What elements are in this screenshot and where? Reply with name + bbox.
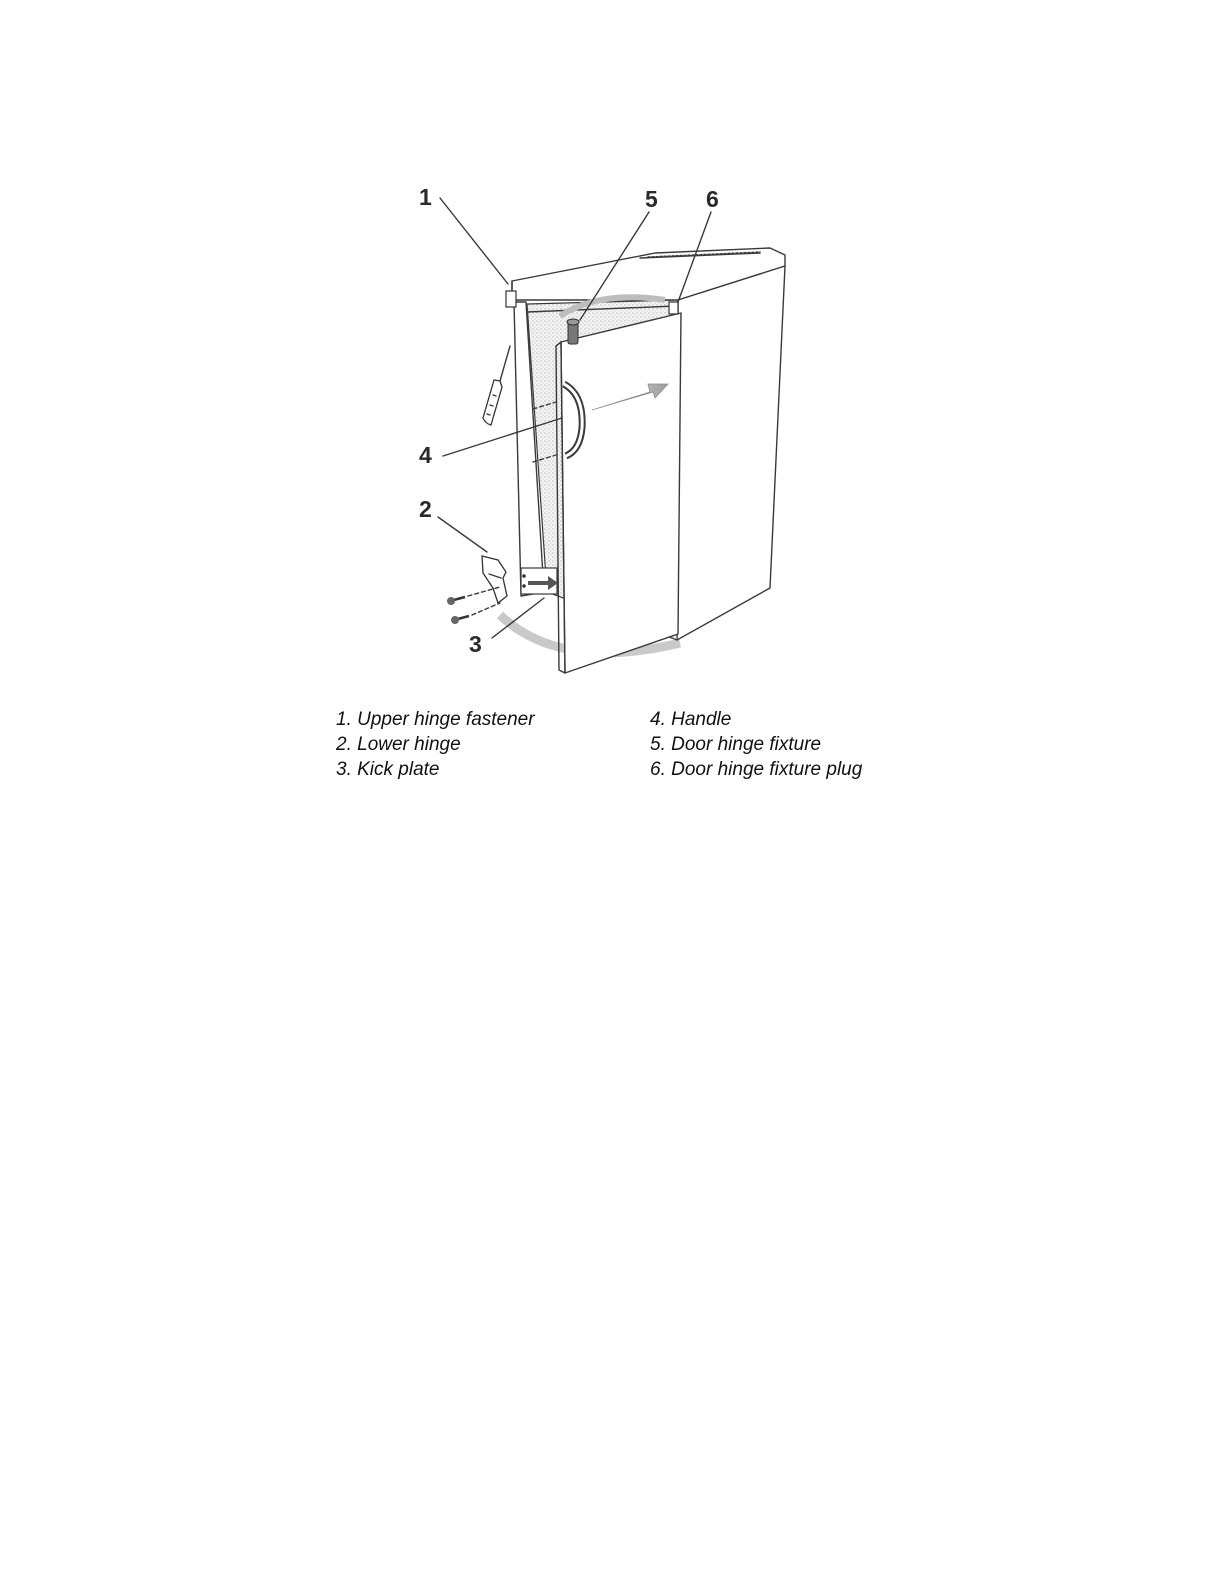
- legend-item-lower-hinge: 2. Lower hinge: [336, 734, 461, 755]
- callout-5: 5: [645, 186, 658, 212]
- cabinet-side-panel: [677, 266, 785, 640]
- legend-item-door-hinge-fixture-plug: 6. Door hinge fixture plug: [650, 759, 863, 780]
- callout-4: 4: [419, 442, 432, 468]
- parts-legend: [336, 708, 956, 781]
- door-hinge-fixture-plug: [669, 302, 678, 314]
- screwdriver-icon: [483, 346, 510, 425]
- door: [561, 313, 681, 673]
- legend-item-kick-plate: 3. Kick plate: [336, 759, 440, 780]
- legend-item-door-hinge-fixture: 5. Door hinge fixture: [650, 734, 822, 755]
- callout-6: 6: [706, 186, 719, 212]
- callout-3: 3: [469, 631, 482, 657]
- legend-item-handle: 4. Handle: [650, 709, 732, 730]
- callout-1: 1: [419, 184, 432, 210]
- callout-2: 2: [419, 496, 432, 522]
- hinge-screws: [447, 587, 500, 624]
- lower-hinge: [482, 556, 507, 603]
- legend-item-upper-hinge-fastener: 1. Upper hinge fastener: [336, 709, 535, 730]
- upper-hinge-fastener: [506, 291, 516, 307]
